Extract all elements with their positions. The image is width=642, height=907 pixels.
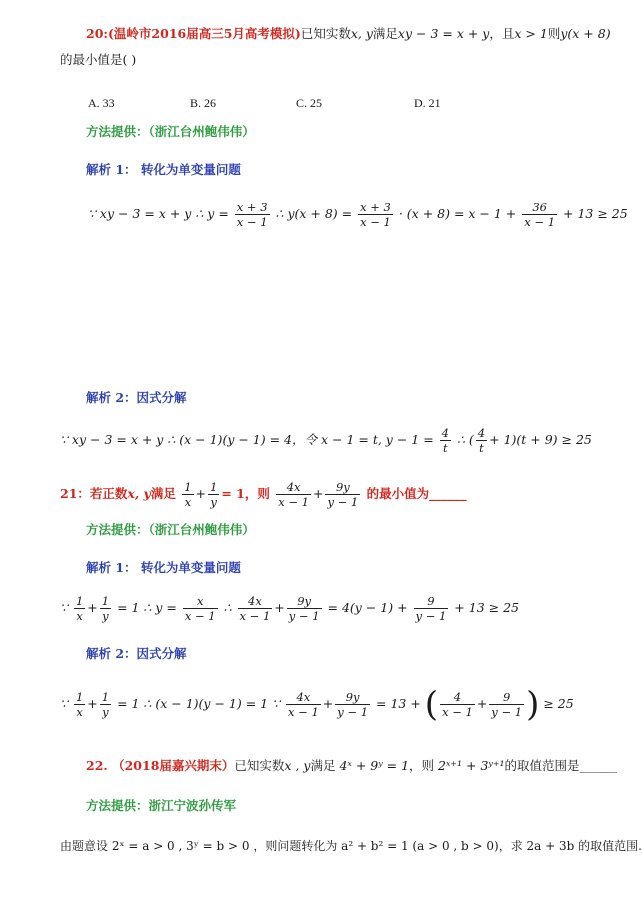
problem-20-line2: 的最小值是( ) [60, 52, 137, 67]
fraction: $\frac{9y}{y - 1}$ [327, 480, 359, 509]
fraction: $\frac{9y}{y - 1}$ [337, 690, 369, 719]
right-paren: ) [526, 684, 540, 725]
fraction: $\frac{9}{y - 1}$ [491, 690, 523, 719]
fraction: $\frac{x + 3}{x - 1}$ [360, 200, 391, 229]
solution-1-title-20: 解析 1： 转化为单变量问题 [86, 162, 241, 177]
solution-2-formula-20: ∵ xy − 3 = x + y ∴ (x − 1)(y − 1) = 4，令 x − 1 = t, y − 1 = $\frac{4}{t}$ ∴ ( $\frac{4}{t}$ + 1)(t + 9) ≥ 25 [60, 426, 592, 455]
problem-22-label: 22. （2018届嘉兴期末） [86, 758, 235, 773]
fraction: $\frac{1}{y}$ [101, 690, 110, 719]
fraction: $\frac{1}{x}$ [184, 480, 192, 509]
option-a: A. 33 [88, 96, 115, 110]
solution-1-title-21: 解析 1： 转化为单变量问题 [86, 560, 241, 575]
fraction: $\frac{4}{x - 1}$ [442, 690, 473, 719]
solution-1-formula-21: ∵ $\frac{1}{x}$ + $\frac{1}{y}$ = 1 ∴ y = $\frac{x}{x - 1}$ ∴ $\frac{4x}{x - 1}$ + $\frac{9y}{y - 1}$ = 4(y − 1) + $\frac{9}{y - 1}$ + 13 ≥ 25 [60, 594, 519, 623]
left-paren: ( [424, 684, 439, 725]
fraction: $\frac{1}{y}$ [101, 594, 110, 623]
fraction: $\frac{x}{x - 1}$ [184, 594, 216, 623]
solution-22-text: 由题意设 2ˣ = a > 0 , 3ʸ = b > 0 ，则问题转化为 a² + b² = 1 (a > 0 , b > 0)，求 2a + 3b 的取值范围. [60, 839, 642, 853]
fraction: $\frac{4}{t}$ [477, 426, 486, 455]
fraction: $\frac{1}{x}$ [75, 690, 84, 719]
fraction: $\frac{x + 3}{x - 1}$ [236, 200, 268, 229]
fraction: $\frac{4x}{x - 1}$ [288, 690, 319, 719]
method-provider-21: 方法提供：（浙江台州鲍伟伟） [86, 522, 255, 537]
fraction: $\frac{4}{t}$ [441, 426, 449, 455]
fraction: $\frac{1}{x}$ [75, 594, 84, 623]
solution-1-formula-20: ∵ xy − 3 = x + y ∴ y = $\frac{x + 3}{x - 1}$ ∴ y(x + 8) = $\frac{x + 3}{x - 1}$ · (x + 8) = x − 1 + $\frac{36}{x - 1}$ + 13 ≥ 25 [88, 200, 628, 229]
solution-2-formula-21: ∵ $\frac{1}{x}$ + $\frac{1}{y}$ = 1 ∴ (x − 1)(y − 1) = 1 ∵ $\frac{4x}{x - 1}$ + $\frac{9y}{y - 1}$ = 13 + ( $\frac{4}{x - 1}$ + $\frac{9}{y - 1}$ ) ≥ 25 [60, 684, 574, 725]
fraction: $\frac{36}{x - 1}$ [524, 200, 556, 229]
problem-20-label: 20:(温岭市2016届高三5月高考模拟) [86, 26, 301, 41]
method-provider-20: 方法提供：（浙江台州鲍伟伟） [86, 124, 255, 139]
option-c: C. 25 [296, 96, 323, 110]
problem-22-line: 22. （2018届嘉兴期末）已知实数x , y满足 4ˣ + 9ʸ = 1，则 2ˣ⁺¹ + 3ʸ⁺¹的取值范围是______ [86, 758, 617, 773]
problem-20-line1: 20:(温岭市2016届高三5月高考模拟)已知实数x, y满足xy − 3 = x + y，且x > 1则y(x + 8) [86, 26, 611, 41]
problem-21-line: 21：若正数x, y满足 $\frac{1}{x}$ + $\frac{1}{y}$ = 1，则 $\frac{4x}{x - 1}$ + $\frac{9y}{y - 1}$ 的最小值为______ [60, 480, 467, 509]
fraction: $\frac{9}{y - 1}$ [415, 594, 447, 623]
solution-2-title-21: 解析 2：因式分解 [86, 646, 187, 661]
fraction: $\frac{4x}{x - 1}$ [239, 594, 271, 623]
option-b: B. 26 [190, 96, 217, 110]
fraction: $\frac{1}{y}$ [210, 480, 218, 509]
fraction: $\frac{4x}{x - 1}$ [278, 480, 309, 509]
fraction: $\frac{9y}{y - 1}$ [288, 594, 320, 623]
option-d: D. 21 [414, 96, 441, 110]
solution-2-title-20: 解析 2：因式分解 [86, 390, 187, 405]
method-provider-22: 方法提供：浙江宁波孙传军 [86, 798, 237, 813]
